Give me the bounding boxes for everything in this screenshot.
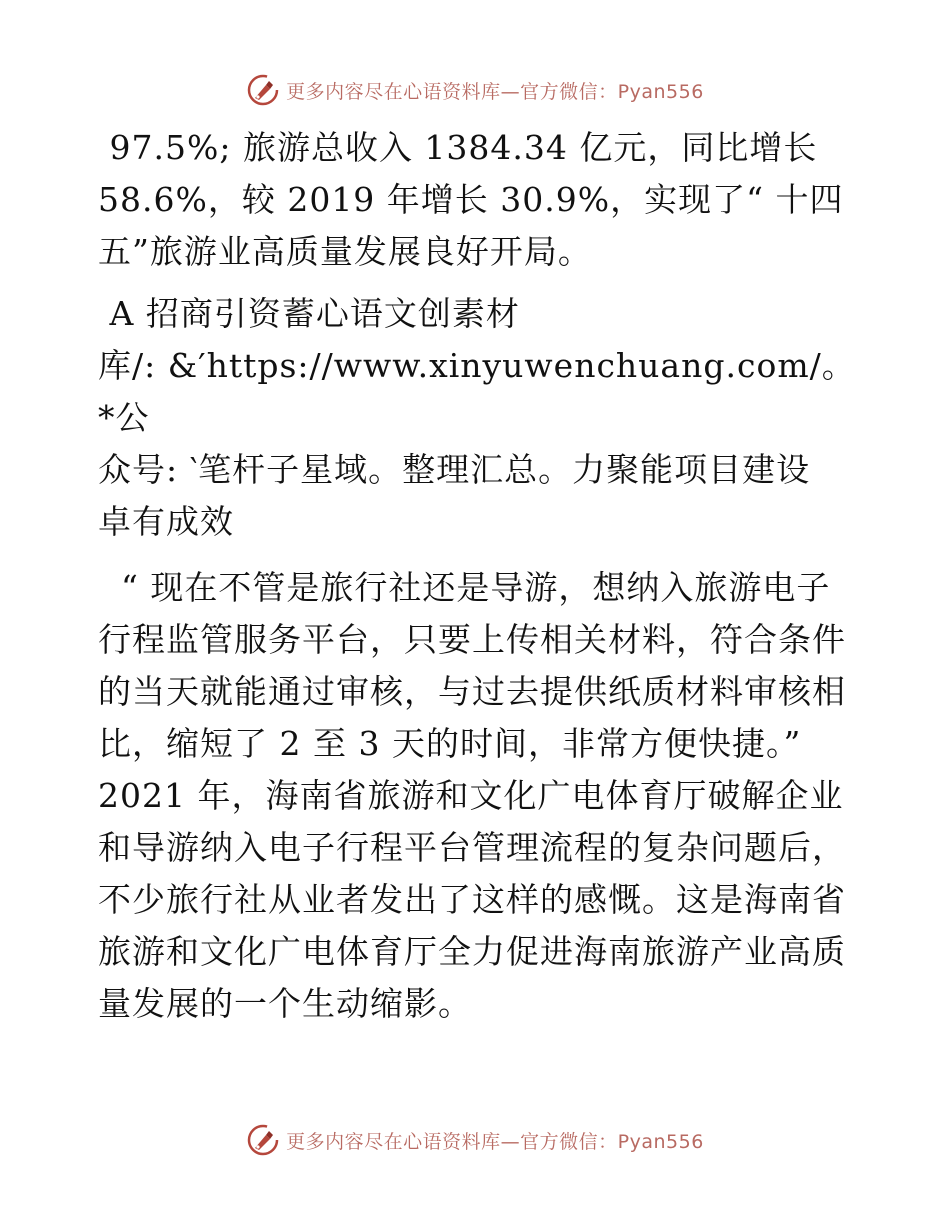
text-line: 五”旅游业高质量发展良好开局。 — [98, 232, 592, 271]
paragraph-e-itinerary — [98, 562, 858, 1030]
text-line: 97.5%; 旅游总收入 1384.34 亿元，同比增长 — [98, 128, 818, 167]
header-watermark-text: 更多内容尽在心语资料库—官方微信：Pyan556 — [286, 80, 704, 103]
text-line: 行程监管服务平台，只要上传相关材料，符合条件 — [98, 620, 846, 659]
paragraph-investment-promo — [98, 288, 858, 548]
footer-watermark — [0, 1120, 950, 1160]
footer-watermark-text: 更多内容尽在心语资料库—官方微信：Pyan556 — [286, 1130, 704, 1153]
text-line: 不少旅行社从业者发出了这样的感慨。这是海南省 — [98, 880, 846, 919]
text-line: 众号: ‵笔杆子星域。整理汇总。力聚能项目建设 — [98, 450, 811, 489]
text-line: 比，缩短了 2 至 3 天的时间，非常方便快捷。” — [98, 724, 802, 763]
pen-nib-logo-icon — [246, 1123, 280, 1157]
text-line: 库/: &′https://www.xinyuwenchuang.com/。*公 — [98, 346, 856, 437]
text-line: A 招商引资蓄心语文创素材 — [98, 294, 520, 333]
text-line: 2021 年，海南省旅游和文化广电体育厅破解企业 — [98, 776, 844, 815]
text-line: 58.6%，较 2019 年增长 30.9%，实现了“ 十四 — [98, 180, 844, 219]
text-line: 量发展的一个生动缩影。 — [98, 984, 472, 1023]
text-line: “ 现在不管是旅行社还是导游，想纳入旅游电子 — [98, 568, 831, 607]
text-line: 卓有成效 — [98, 502, 234, 541]
text-line: 和导游纳入电子行程平台管理流程的复杂问题后， — [98, 828, 846, 867]
pen-nib-logo-icon — [246, 73, 280, 107]
document-body — [98, 122, 858, 1030]
text-line: 的当天就能通过审核，与过去提供纸质材料审核相 — [98, 672, 846, 711]
header-watermark — [0, 70, 950, 110]
text-line: 旅游和文化广电体育厅全力促进海南旅游产业高质 — [98, 932, 846, 971]
paragraph-tourism-revenue — [98, 122, 858, 278]
